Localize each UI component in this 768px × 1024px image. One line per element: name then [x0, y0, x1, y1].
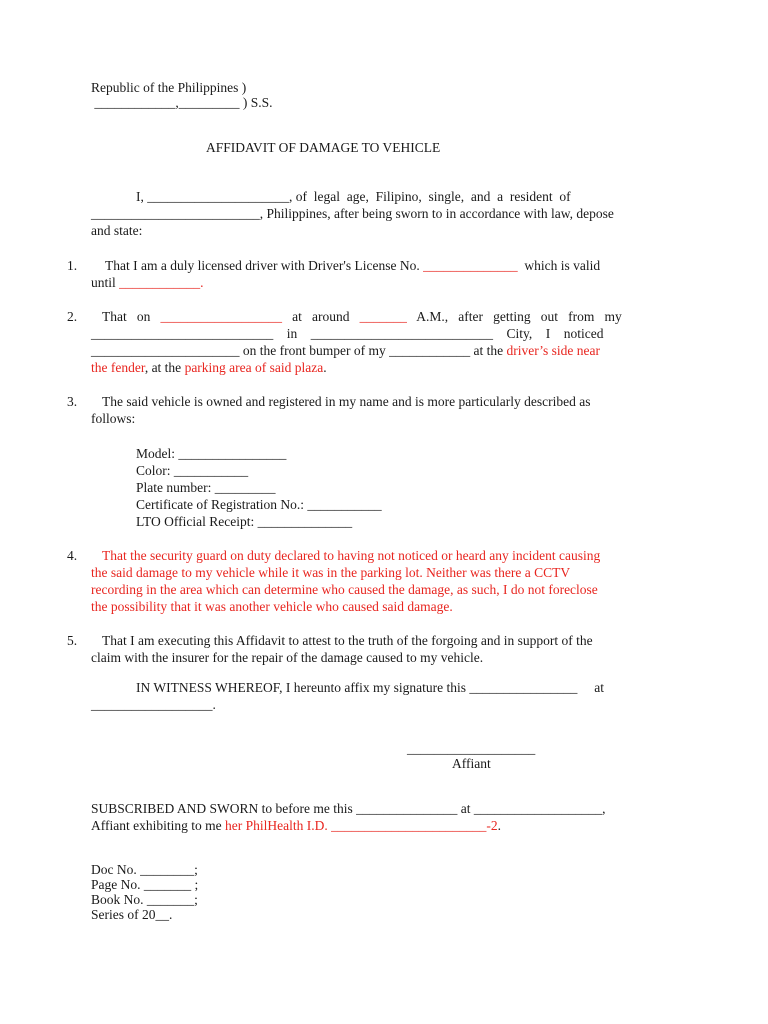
- doc-no-field: Doc No. ________;: [91, 862, 198, 877]
- paragraph-5-number: 5.: [67, 633, 78, 648]
- sworn-text: Affiant exhibiting to me: [91, 818, 225, 833]
- license-no-blank: ______________: [423, 258, 518, 273]
- p2-text-on: That on: [102, 309, 161, 324]
- incident-time-blank: _______: [359, 309, 407, 324]
- paragraph-2-number: 2.: [67, 309, 78, 324]
- paragraph-1-line-1: [105, 257, 600, 274]
- intro-text: , of legal age, Filipino, single, and a resident of: [289, 189, 571, 204]
- p2-period: .: [323, 360, 327, 375]
- paragraph-4-line-3: recording in the area which can determine who caused the damage, as such, I do not foreclose: [91, 582, 598, 597]
- series-field: Series of 20__.: [91, 907, 173, 922]
- paragraph-4-line-1: That the security guard on duty declared to having not noticed or heard any incident causing: [102, 548, 601, 563]
- paragraph-1-line-2: [91, 274, 204, 291]
- paragraph-4-number: 4.: [67, 548, 78, 563]
- intro-line-2: _________________________, Philippines, after being sworn to in accordance with law, depose: [91, 206, 614, 221]
- witness-line-2: __________________.: [91, 697, 216, 712]
- intro-line-3: and state:: [91, 223, 143, 238]
- paragraph-3-number: 3.: [67, 394, 78, 409]
- paragraph-1-number: 1.: [67, 258, 78, 273]
- paragraph-2-line-2: ___________________________ in ___________________________ City, I noticed: [91, 326, 604, 341]
- page-no-field: Page No. _______ ;: [91, 877, 199, 892]
- parking-area-text: parking area of said plaza: [184, 360, 324, 375]
- venue-line: Republic of the Philippines ): [91, 80, 247, 95]
- cr-number-field: Certificate of Registration No.: ___________: [136, 497, 382, 512]
- vehicle-model-field: Model: ________________: [136, 446, 287, 461]
- intro-i: I,: [136, 189, 148, 204]
- paragraph-3-line-1: The said vehicle is owned and registered in my name and is more particularly described as: [102, 394, 591, 409]
- paragraph-4-line-2: the said damage to my vehicle while it was in the parking lot. Neither was there a CCTV: [91, 565, 571, 580]
- fender-text: the fender: [91, 360, 145, 375]
- affiant-signature-line: ___________________: [407, 741, 536, 756]
- p1-until: until: [91, 275, 120, 290]
- book-no-field: Book No. _______;: [91, 892, 198, 907]
- p2-text-am: A.M., after getting out from my: [406, 309, 622, 324]
- incident-date-blank: __________________: [160, 309, 282, 324]
- sworn-line-2: [91, 817, 501, 834]
- lto-receipt-field: LTO Official Receipt: ______________: [136, 514, 353, 529]
- paragraph-2-line-4: [91, 359, 327, 376]
- paragraph-2-line-1: [102, 308, 622, 325]
- p2-text-at-the: , at the: [144, 360, 185, 375]
- validity-date-blank: ____________.: [119, 275, 204, 290]
- paragraph-5-line-1: That I am executing this Affidavit to attest to the truth of the forgoing and in support of the: [102, 633, 593, 648]
- document-title: AFFIDAVIT OF DAMAGE TO VEHICLE: [206, 140, 441, 155]
- damage-location-text: driver’s side near: [506, 343, 600, 358]
- sworn-period: .: [497, 818, 501, 833]
- paragraph-3-line-2: follows:: [91, 411, 136, 426]
- intro-name-blank: _____________________: [147, 189, 289, 204]
- venue-blank-line: ____________,_________ ) S.S.: [91, 95, 273, 110]
- p2-text-bumper: ______________________ on the front bumper of my ____________ at the: [91, 343, 507, 358]
- p1-text: That I am a duly licensed driver with Driver's License No.: [105, 258, 424, 273]
- vehicle-color-field: Color: ___________: [136, 463, 249, 478]
- paragraph-4-line-4: the possibility that it was another vehicle who caused said damage.: [91, 599, 453, 614]
- intro-line-1: [136, 188, 571, 205]
- plate-number-field: Plate number: _________: [136, 480, 276, 495]
- sworn-line-1: SUBSCRIBED AND SWORN to before me this _______________ at ___________________,: [91, 801, 606, 816]
- witness-line-1: IN WITNESS WHEREOF, I hereunto affix my signature this ________________ at: [136, 680, 604, 695]
- philhealth-id-text: her PhilHealth I.D. _______________________-2: [224, 818, 498, 833]
- paragraph-5-line-2: claim with the insurer for the repair of the damage caused to my vehicle.: [91, 650, 484, 665]
- p2-text-around: at around: [282, 309, 360, 324]
- affiant-label: Affiant: [452, 756, 491, 771]
- paragraph-2-line-3: [91, 342, 600, 359]
- p1-text-valid: which is valid: [517, 258, 601, 273]
